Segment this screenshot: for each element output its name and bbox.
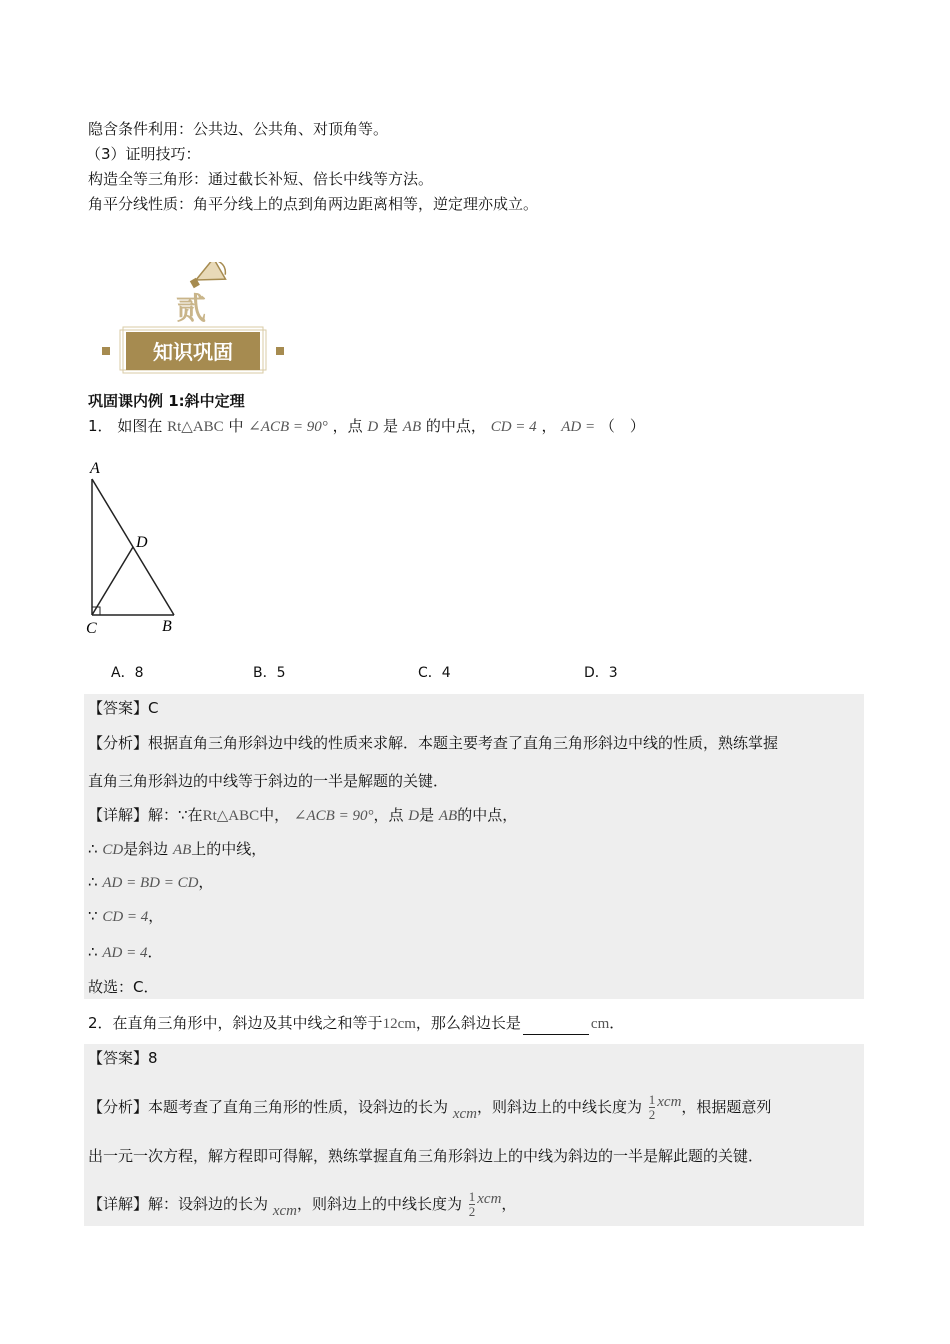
detail-text: 的中点， <box>457 806 518 824</box>
intro-line-2: （3）证明技巧： <box>86 145 201 163</box>
q2-number: 2． <box>88 1014 113 1032</box>
detail-text: 解：∵在 <box>148 806 203 824</box>
q1-number: 1． <box>88 417 113 435</box>
fraction-denominator: 2 <box>468 1204 476 1219</box>
fraction-numerator: 1 <box>468 1189 476 1204</box>
detail-text: ，则斜边上的中线长度为 <box>296 1195 462 1213</box>
analysis-tag: 【分析】 <box>88 1098 149 1116</box>
detail-math: D <box>408 808 420 824</box>
fraction-numerator: 1 <box>648 1092 656 1107</box>
answer-value: C <box>148 699 159 717</box>
section-title: 巩固课内例 1:斜中定理 <box>88 392 245 410</box>
fraction-denominator: 2 <box>648 1107 656 1122</box>
a1-answer <box>88 697 159 719</box>
detail-text: ， <box>148 907 164 925</box>
detail-text: 上的中线， <box>191 840 267 858</box>
section-banner <box>96 262 296 382</box>
detail-math: xcm <box>477 1191 502 1207</box>
analysis-tag: 【分析】 <box>88 734 149 752</box>
analysis-text: ，根据题意列 <box>681 1098 772 1116</box>
label-b: B <box>162 618 172 635</box>
a1-detail-1 <box>88 804 517 827</box>
q1-text: 是 <box>383 417 399 435</box>
detail-text: ， <box>198 873 214 891</box>
q2-text: ． <box>609 1014 625 1032</box>
answer-tag: 【答案】 <box>88 699 149 717</box>
q1-math: AD = <box>561 419 596 435</box>
q1-text: 中 <box>228 417 244 435</box>
q1-text: ， <box>541 417 557 435</box>
q2-text: ，那么斜边长是 <box>415 1014 521 1032</box>
q1-math: CD = 4 <box>490 419 537 435</box>
detail-text: ． <box>147 943 163 961</box>
intro-line-1: 隐含条件利用：公共边、公共角、对顶角等。 <box>88 120 389 138</box>
detail-text: ， <box>501 1195 517 1213</box>
detail-math: AD = 4 <box>102 945 148 961</box>
option-c[interactable]: C．4 <box>418 665 451 681</box>
therefore-symbol: ∴ <box>88 840 98 858</box>
label-c: C <box>86 620 97 637</box>
option-b[interactable]: B．5 <box>253 665 286 681</box>
a2-analysis-1 <box>88 1093 771 1122</box>
banner-title: 知识巩固 <box>153 340 233 364</box>
a1-detail-5 <box>88 941 162 964</box>
triangle-figure <box>80 455 200 645</box>
question-2 <box>88 1012 624 1035</box>
detail-text: 是 <box>419 806 435 824</box>
a1-analysis-1 <box>88 732 778 754</box>
question-1 <box>88 415 645 438</box>
q2-text: 在直角三角形中，斜边及其中线之和等于 <box>112 1014 383 1032</box>
detail-math: ∠ACB = 90° <box>293 808 374 824</box>
q1-text: ，点 <box>332 417 363 435</box>
because-symbol: ∵ <box>88 907 98 925</box>
banner-number: 贰 <box>176 292 206 327</box>
q1-math: ∠ACB = 90° <box>248 419 328 435</box>
detail-math: AB <box>438 808 458 824</box>
a1-detail-4 <box>88 905 163 928</box>
q1-math: AB <box>402 419 422 435</box>
option-d[interactable]: D．3 <box>584 665 618 681</box>
detail-math: AD = BD = CD <box>102 875 199 891</box>
q1-text: （ ） <box>599 417 645 435</box>
q2-math: cm <box>590 1016 610 1032</box>
a1-analysis-2: 直角三角形斜边的中线等于斜边的一半是解题的关键． <box>88 772 449 790</box>
a1-detail-3 <box>88 871 213 894</box>
intro-line-3: 构造全等三角形：通过截长补短、倍长中线等方法。 <box>88 170 434 188</box>
a1-detail-2 <box>88 838 266 861</box>
a2-analysis-2: 出一元一次方程，解方程即可得解，熟练掌握直角三角形斜边上的中线为斜边的一半是解此题的关键． <box>88 1147 764 1165</box>
q1-math: D <box>367 419 379 435</box>
analysis-math: xcm <box>452 1106 477 1122</box>
detail-math: Rt△ABC <box>202 808 260 824</box>
answer-value: 8 <box>148 1049 158 1067</box>
fraction-half <box>649 1093 656 1122</box>
detail-tag: 【详解】 <box>88 806 149 824</box>
a1-choose: 故选：C． <box>88 978 159 996</box>
q2-math: 12cm <box>382 1016 416 1032</box>
detail-text: ，点 <box>373 806 404 824</box>
detail-math: AB <box>172 842 192 858</box>
q1-math: Rt△ABC <box>167 419 224 435</box>
therefore-symbol: ∴ <box>88 873 98 891</box>
label-a: A <box>90 460 100 477</box>
detail-text: 解：设斜边的长为 <box>148 1195 269 1213</box>
option-a[interactable]: A．8 <box>111 665 144 681</box>
fraction-half <box>469 1190 476 1219</box>
detail-text: 中， <box>259 806 290 824</box>
label-d: D <box>136 534 148 551</box>
analysis-math: xcm <box>657 1094 682 1110</box>
detail-math: xcm <box>272 1203 297 1219</box>
therefore-symbol: ∴ <box>88 943 98 961</box>
detail-tag: 【详解】 <box>88 1195 149 1213</box>
detail-math: CD = 4 <box>102 909 149 925</box>
answer-tag: 【答案】 <box>88 1049 149 1067</box>
answer-blank[interactable] <box>523 1018 589 1035</box>
a2-detail-1 <box>88 1190 516 1219</box>
analysis-text: ，则斜边上的中线长度为 <box>476 1098 642 1116</box>
analysis-text: 本题考查了直角三角形的性质，设斜边的长为 <box>148 1098 449 1116</box>
q1-text: 如图在 <box>117 417 163 435</box>
detail-text: 是斜边 <box>123 840 169 858</box>
analysis-text: 根据直角三角形斜边中线的性质来求解．本题主要考查了直角三角形斜边中线的性质，熟练掌握 <box>148 734 779 752</box>
a2-answer <box>88 1047 158 1069</box>
intro-line-4: 角平分线性质：角平分线上的点到角两边距离相等，逆定理亦成立。 <box>88 195 539 213</box>
q1-text: 的中点， <box>425 417 486 435</box>
detail-math: CD <box>102 842 124 858</box>
